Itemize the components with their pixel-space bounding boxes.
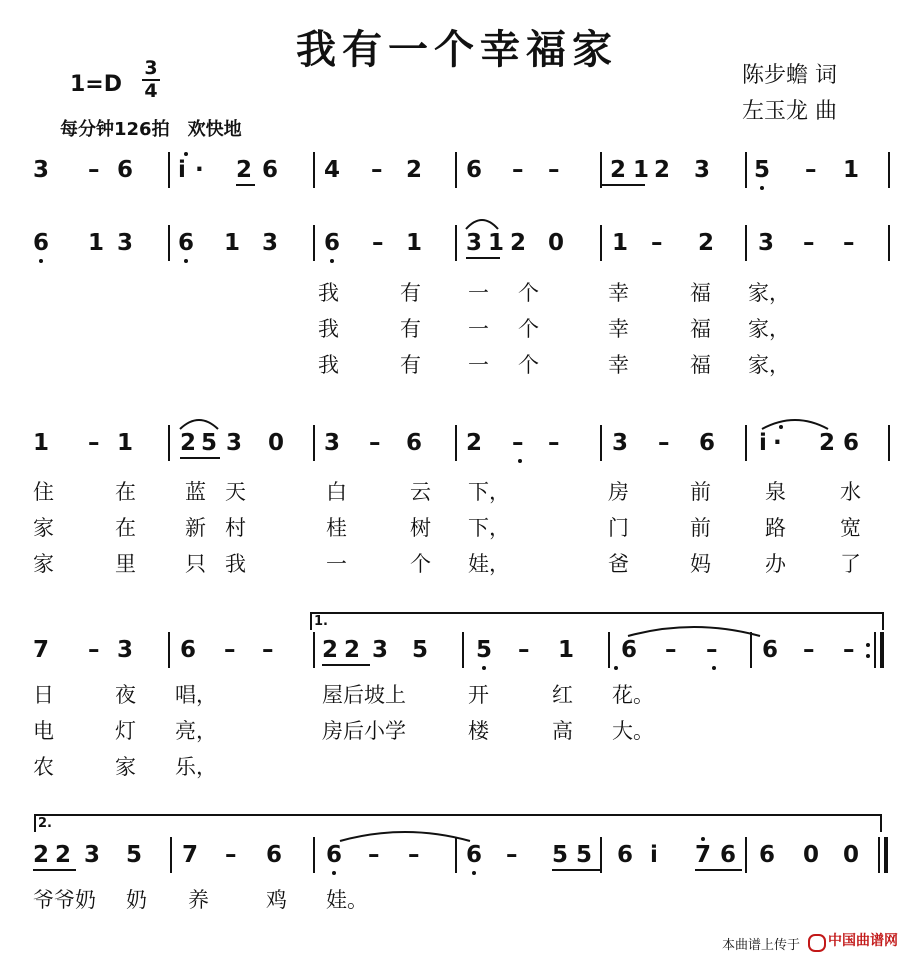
upload-note: 本曲谱上传于	[722, 938, 801, 953]
bar-line	[168, 225, 170, 261]
note: 2	[55, 842, 72, 868]
lyric-syllable: 一	[326, 552, 347, 576]
note: 3	[84, 842, 101, 868]
beam-underline	[180, 457, 220, 459]
note: 3	[694, 157, 711, 183]
lyric-syllable: 家，	[748, 281, 790, 305]
note: 6	[117, 157, 134, 183]
note: 2	[698, 230, 715, 256]
lyric-syllable: 个	[518, 281, 539, 305]
volta-second	[34, 814, 882, 832]
note: i	[178, 157, 186, 183]
note: 2	[406, 157, 423, 183]
note: 6	[266, 842, 283, 868]
lyric-syllable: 福	[690, 281, 711, 305]
lyric-syllable: 有	[400, 281, 421, 305]
note: –	[843, 637, 855, 663]
lyric-syllable: 一	[468, 281, 489, 305]
bar-line	[313, 152, 315, 188]
site-logo[interactable]: 中国曲谱网	[828, 933, 898, 949]
note: 6	[759, 842, 776, 868]
note: –	[512, 430, 524, 456]
note: –	[706, 637, 718, 663]
lyric-syllable: 家，	[748, 353, 790, 377]
bar-line	[462, 632, 464, 668]
note: 6	[326, 842, 343, 868]
lyric-syllable: 桂	[326, 516, 347, 540]
time-denominator: 4	[144, 80, 158, 102]
lyric-syllable: 花。	[612, 683, 654, 707]
note: –	[408, 842, 420, 868]
lyric-syllable: 屋后坡上	[322, 683, 406, 707]
note: 7	[182, 842, 199, 868]
note: 6	[180, 637, 197, 663]
note: 2	[344, 637, 361, 663]
note: 0	[548, 230, 565, 256]
lyric-syllable: 前	[690, 516, 711, 540]
lyric-syllable: 日	[33, 683, 54, 707]
note: 4	[324, 157, 341, 183]
bar-line	[608, 632, 610, 668]
note: –	[843, 230, 855, 256]
note: 6	[699, 430, 716, 456]
bar-line	[455, 225, 457, 261]
lyric-syllable: 下，	[468, 480, 510, 504]
high-octave-dot	[779, 425, 783, 429]
lyric-syllable: 福	[690, 317, 711, 341]
low-octave-dot	[330, 259, 334, 263]
note: 3	[117, 637, 134, 663]
lyric-syllable: 乐，	[175, 755, 217, 779]
lyric-syllable: 幸	[608, 317, 629, 341]
note: 3	[33, 157, 50, 183]
lyric-syllable: 云	[410, 480, 431, 504]
bar-line	[170, 837, 172, 873]
note: 6	[720, 842, 737, 868]
lyric-syllable: 开	[468, 683, 489, 707]
note: –	[512, 157, 524, 183]
note: 5	[576, 842, 593, 868]
key-signature: 1=D	[70, 72, 123, 97]
lyric-syllable: 一	[468, 317, 489, 341]
bar-line	[888, 225, 890, 261]
tie-arc	[340, 832, 470, 841]
lyric-syllable: 白	[326, 480, 347, 504]
note: 0	[843, 842, 860, 868]
beam-underline	[600, 184, 645, 186]
lyric-syllable: 楼	[468, 719, 489, 743]
note: –	[262, 637, 274, 663]
note: –	[88, 637, 100, 663]
low-octave-dot	[482, 666, 486, 670]
beam-underline	[552, 869, 600, 871]
note: –	[369, 430, 381, 456]
lyric-syllable: 家，	[748, 317, 790, 341]
note: –	[665, 637, 677, 663]
lyric-syllable: 爸	[608, 552, 629, 576]
lyric-syllable: 有	[400, 317, 421, 341]
note: 2	[180, 430, 197, 456]
low-octave-dot	[472, 871, 476, 875]
note: 6	[617, 842, 634, 868]
note: 0	[803, 842, 820, 868]
note: ·	[195, 157, 204, 183]
note: –	[518, 637, 530, 663]
repeat-bar-thin	[874, 632, 876, 668]
note: –	[224, 637, 236, 663]
lyricist-credit: 陈步蟾 词	[742, 63, 837, 88]
note: –	[372, 230, 384, 256]
low-octave-dot	[332, 871, 336, 875]
lyric-syllable: 门	[608, 516, 629, 540]
note: 2	[33, 842, 50, 868]
lyric-syllable: 灯	[115, 719, 136, 743]
lyric-syllable: 福	[690, 353, 711, 377]
note: 6	[762, 637, 779, 663]
note: –	[803, 230, 815, 256]
tie-arc	[180, 420, 218, 429]
note: 3	[324, 430, 341, 456]
repeat-bar-thin	[878, 837, 880, 873]
bar-line	[600, 425, 602, 461]
note: 1	[843, 157, 860, 183]
note: 6	[324, 230, 341, 256]
note: 1	[488, 230, 505, 256]
note: 3	[466, 230, 483, 256]
lyric-syllable: 有	[400, 353, 421, 377]
note: 2	[322, 637, 339, 663]
note: i	[759, 430, 767, 456]
lyric-syllable: 房后小学	[322, 719, 406, 743]
note: 1	[406, 230, 423, 256]
lyric-syllable: 新	[185, 516, 206, 540]
lyric-syllable: 爷爷奶	[33, 888, 96, 912]
tie-arc	[466, 220, 498, 229]
note: 5	[476, 637, 493, 663]
beam-underline	[322, 664, 370, 666]
note: –	[88, 157, 100, 183]
lyric-syllable: 在	[115, 516, 136, 540]
bar-line	[313, 225, 315, 261]
tempo-marking: 每分钟126拍 欢快地	[60, 119, 242, 140]
note: 6	[466, 842, 483, 868]
note: 2	[654, 157, 671, 183]
lyric-syllable: 家	[115, 755, 136, 779]
lyric-syllable: 里	[115, 552, 136, 576]
note: 3	[226, 430, 243, 456]
lyric-syllable: 夜	[115, 683, 136, 707]
lyric-syllable: 妈	[690, 552, 711, 576]
note: 3	[117, 230, 134, 256]
lyric-syllable: 路	[765, 516, 786, 540]
note: 6	[33, 230, 50, 256]
bar-line	[745, 225, 747, 261]
bar-line	[600, 837, 602, 873]
bar-line	[745, 152, 747, 188]
note: 3	[612, 430, 629, 456]
lyric-syllable: 天	[225, 480, 246, 504]
lyric-syllable: 亮，	[175, 719, 217, 743]
time-numerator: 3	[144, 57, 158, 79]
beam-underline	[466, 257, 500, 259]
note: 1	[88, 230, 105, 256]
bar-line	[600, 152, 602, 188]
note: –	[368, 842, 380, 868]
note: 0	[268, 430, 285, 456]
note: –	[548, 430, 560, 456]
volta-second-label: 2.	[38, 816, 52, 831]
note: 6	[621, 637, 638, 663]
note: 1	[224, 230, 241, 256]
lyric-syllable: 幸	[608, 281, 629, 305]
note: 2	[236, 157, 253, 183]
repeat-dot	[866, 654, 870, 658]
lyric-syllable: 农	[33, 755, 54, 779]
note: –	[803, 637, 815, 663]
note: 7	[695, 842, 712, 868]
note: 3	[372, 637, 389, 663]
note: 2	[819, 430, 836, 456]
lyric-syllable: 我	[318, 353, 339, 377]
lyric-syllable: 红	[552, 683, 573, 707]
note: –	[548, 157, 560, 183]
note: 6	[843, 430, 860, 456]
note: 5	[201, 430, 218, 456]
note: 6	[262, 157, 279, 183]
lyric-syllable: 水	[840, 480, 861, 504]
composer-credit: 左玉龙 曲	[742, 99, 837, 124]
bar-line	[168, 152, 170, 188]
low-octave-dot	[39, 259, 43, 263]
repeat-bar-thick	[880, 632, 884, 668]
note: ·	[773, 430, 782, 456]
lyric-syllable: 在	[115, 480, 136, 504]
lyric-syllable: 我	[318, 281, 339, 305]
note: 1	[633, 157, 650, 183]
note: 3	[262, 230, 279, 256]
note: 6	[406, 430, 423, 456]
bar-line	[168, 425, 170, 461]
beam-underline	[695, 869, 742, 871]
bar-line	[888, 152, 890, 188]
note: 7	[33, 637, 50, 663]
bar-line	[750, 632, 752, 668]
note: 2	[610, 157, 627, 183]
note: –	[506, 842, 518, 868]
lyric-syllable: 泉	[765, 480, 786, 504]
lyric-syllable: 个	[410, 552, 431, 576]
note: –	[658, 430, 670, 456]
lyric-syllable: 树	[410, 516, 431, 540]
note: 5	[754, 157, 771, 183]
note: 6	[178, 230, 195, 256]
bar-line	[313, 425, 315, 461]
note: 5	[126, 842, 143, 868]
lyric-syllable: 一	[468, 353, 489, 377]
bar-line	[455, 152, 457, 188]
volta-first	[310, 612, 884, 630]
bar-line	[455, 425, 457, 461]
repeat-bar-thick	[884, 837, 888, 873]
high-octave-dot	[184, 152, 188, 156]
note: 1	[612, 230, 629, 256]
lyric-syllable: 个	[518, 317, 539, 341]
lyric-syllable: 村	[225, 516, 246, 540]
lyric-syllable: 电	[33, 719, 54, 743]
lyric-syllable: 我	[225, 552, 246, 576]
beam-underline	[236, 184, 255, 186]
bar-line	[313, 632, 315, 668]
lyric-syllable: 了	[840, 552, 861, 576]
note: 5	[412, 637, 429, 663]
tie-arc	[762, 420, 828, 429]
bar-line	[455, 837, 457, 873]
bar-line	[600, 225, 602, 261]
lyric-syllable: 前	[690, 480, 711, 504]
note: 2	[466, 430, 483, 456]
lyric-syllable: 宽	[840, 516, 861, 540]
lyric-syllable: 养	[188, 888, 209, 912]
lyric-syllable: 娃，	[468, 552, 510, 576]
low-octave-dot	[712, 666, 716, 670]
note: 2	[510, 230, 527, 256]
lyric-syllable: 只	[185, 552, 206, 576]
volta-first-label: 1.	[314, 614, 328, 629]
lyric-syllable: 唱，	[175, 683, 217, 707]
bar-line	[745, 425, 747, 461]
note: 1	[117, 430, 134, 456]
lyric-syllable: 奶	[126, 888, 147, 912]
lyric-syllable: 高	[552, 719, 573, 743]
lyric-syllable: 下，	[468, 516, 510, 540]
bar-line	[745, 837, 747, 873]
lyric-syllable: 蓝	[185, 480, 206, 504]
note: –	[225, 842, 237, 868]
low-octave-dot	[518, 459, 522, 463]
song-title: 我有一个幸福家	[296, 26, 618, 73]
lyric-syllable: 娃。	[326, 888, 368, 912]
lyric-syllable: 房	[608, 480, 629, 504]
lyric-syllable: 鸡	[266, 888, 287, 912]
low-octave-dot	[614, 666, 618, 670]
bar-line	[888, 425, 890, 461]
note: –	[371, 157, 383, 183]
lyric-syllable: 住	[33, 480, 54, 504]
low-octave-dot	[184, 259, 188, 263]
lyric-syllable: 家	[33, 552, 54, 576]
repeat-dot	[866, 643, 870, 647]
note: i	[650, 842, 658, 868]
note: 1	[558, 637, 575, 663]
beam-underline	[33, 869, 76, 871]
note: 1	[33, 430, 50, 456]
high-octave-dot	[701, 837, 705, 841]
note: –	[88, 430, 100, 456]
site-logo-icon	[808, 934, 826, 952]
note: 5	[552, 842, 569, 868]
lyric-syllable: 个	[518, 353, 539, 377]
bar-line	[313, 837, 315, 873]
low-octave-dot	[760, 186, 764, 190]
lyric-syllable: 家	[33, 516, 54, 540]
lyric-syllable: 我	[318, 317, 339, 341]
bar-line	[168, 632, 170, 668]
note: –	[651, 230, 663, 256]
note: 3	[758, 230, 775, 256]
lyric-syllable: 幸	[608, 353, 629, 377]
note: 6	[466, 157, 483, 183]
time-signature	[140, 58, 162, 102]
lyric-syllable: 大。	[612, 719, 654, 743]
lyric-syllable: 办	[765, 552, 786, 576]
note: –	[805, 157, 817, 183]
